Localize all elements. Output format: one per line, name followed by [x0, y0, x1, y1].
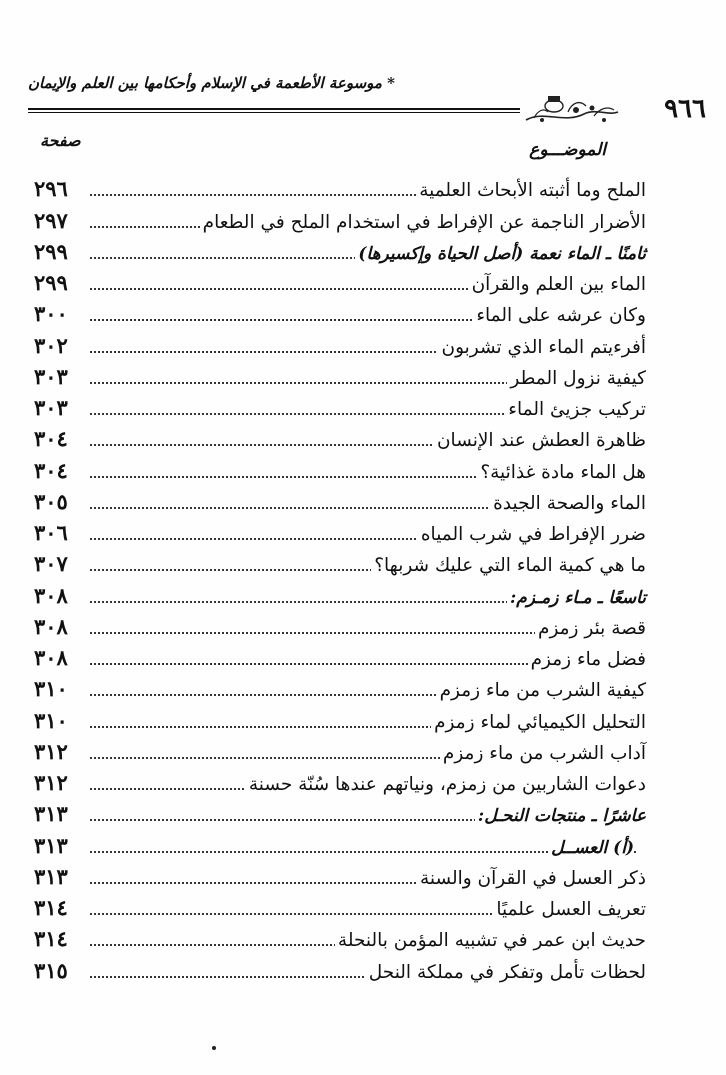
toc-page: ٣٠٣: [34, 363, 68, 389]
toc-entry: [30, 735, 646, 766]
column-header-subject: الموضـــوع: [529, 140, 606, 160]
toc-title: أفرءيتم الماء الذي تشربون: [438, 337, 646, 358]
toc-page: ٣١٣: [34, 832, 68, 858]
toc-entry: [30, 547, 646, 578]
toc-entry: [30, 672, 646, 703]
toc-entry: [30, 172, 646, 203]
toc-entry: [30, 485, 646, 516]
toc-entry: [30, 391, 646, 422]
toc-entry: [30, 203, 646, 234]
table-of-contents: [30, 172, 646, 985]
toc-title: ظاهرة العطش عند الإنسان: [434, 430, 646, 451]
toc-entry: [30, 797, 646, 828]
toc-title: ذكر العسل في القرآن والسنة: [417, 868, 646, 889]
toc-entry: [30, 297, 646, 328]
toc-page: ٣١٣: [34, 801, 68, 827]
toc-entry: [30, 641, 646, 672]
toc-entry: [30, 360, 646, 391]
toc-section-heading: تاسعًا ـ مـاء زمـزم:: [507, 588, 646, 608]
toc-title: الملح وما أثبته الأبحاث العلمية: [416, 180, 646, 201]
toc-page: ٣١٠: [34, 707, 68, 733]
running-title: * موسوعة الأطعمة في الإسلام وأحكامها بين العلم والإيمان: [28, 74, 396, 92]
toc-title: آداب الشرب من ماء زمزم: [440, 743, 646, 764]
footer-mark: [212, 1046, 216, 1050]
toc-page: ٣٠٤: [34, 426, 68, 452]
toc-title: كيفية نزول المطر: [507, 368, 646, 389]
toc-entry: [30, 610, 646, 641]
toc-title: الماء والصحة الجيدة: [490, 493, 646, 514]
toc-page: ٣١٤: [34, 926, 68, 952]
toc-title: فضل ماء زمزم: [528, 649, 646, 670]
toc-title: تركيب جزيئ الماء: [505, 399, 646, 420]
toc-page: ٢٩٧: [34, 207, 68, 233]
toc-page: ٢٩٦: [34, 176, 68, 202]
toc-title: الماء بين العلم والقرآن: [469, 274, 646, 295]
toc-title: هل الماء مادة غذائية؟: [477, 462, 646, 483]
toc-title: دعوات الشاربين من زمزم، ونياتهم عندها سُنّة حسنة: [246, 774, 646, 795]
column-header-page: صفحة: [40, 131, 81, 150]
toc-entry: [30, 703, 646, 734]
toc-title: قصة بئر زمزم: [535, 618, 646, 639]
toc-page: ٣١٠: [34, 676, 68, 702]
toc-page: ٢٩٩: [34, 238, 68, 264]
toc-title: ما هي كمية الماء التي عليك شربها؟: [371, 555, 646, 576]
toc-entry: [30, 891, 646, 922]
page-header: [28, 72, 706, 132]
header-rule-thin: [28, 112, 520, 113]
toc-entry: [30, 266, 646, 297]
toc-page: ٣١٢: [34, 738, 68, 764]
toc-page: ٣٠٥: [34, 488, 68, 514]
toc-page: ٣١٥: [34, 957, 68, 983]
toc-entry: [30, 453, 646, 484]
toc-page: ٣١٤: [34, 895, 68, 920]
toc-page: ٣١٢: [34, 770, 68, 795]
toc-title: الأضرار الناجمة عن الإفراط في استخدام الملح في الطعام: [200, 212, 646, 233]
toc-entry: [30, 328, 646, 359]
toc-page: ٣٠٨: [34, 582, 68, 608]
toc-page: ٣٠٧: [34, 551, 68, 577]
toc-title: حديث ابن عمر في تشبيه المؤمن بالنحلة: [335, 930, 646, 951]
toc-page: ٣٠٤: [34, 457, 68, 483]
toc-page: ٢٩٩: [34, 270, 68, 295]
toc-entry: [30, 953, 646, 984]
toc-section-heading: ثامنًا ـ الماء نعمة (أصل الحياة وإكسيرها): [355, 244, 646, 264]
toc-title: تعريف العسل علميًا: [493, 899, 646, 920]
toc-entry: [30, 578, 646, 609]
toc-title: لحظات تأمل وتفكر في مملكة النحل: [366, 962, 646, 983]
toc-entry: [30, 828, 646, 859]
toc-entry: [30, 922, 646, 953]
toc-title: ضرر الإفراط في شرب المياه: [418, 524, 646, 545]
toc-title: كيفية الشرب من ماء زمزم: [437, 680, 646, 701]
page-number: ٩٦٦: [664, 94, 706, 124]
toc-entry: [30, 235, 646, 266]
toc-page: ٣٠٢: [34, 332, 68, 358]
toc-page: ٣١٣: [34, 863, 68, 889]
toc-entry: [30, 516, 646, 547]
toc-entry: [30, 422, 646, 453]
toc-page: ٣٠٣: [34, 395, 68, 420]
floral-ornament-icon: [524, 90, 620, 128]
toc-section-heading: عاشرًا ـ منتجات النحـل:: [475, 806, 646, 826]
toc-title: وكان عرشه على الماء: [473, 305, 646, 326]
header-rule: [28, 108, 520, 110]
toc-page: ٣٠٠: [34, 301, 68, 327]
toc-entry: [30, 766, 646, 797]
toc-entry: [30, 860, 646, 891]
toc-page: ٣٠٨: [34, 613, 68, 639]
toc-subheading: (أ) العســل: [548, 838, 634, 858]
toc-page: ٣٠٦: [34, 520, 68, 545]
toc-page: ٣٠٨: [34, 645, 68, 670]
toc-title: التحليل الكيميائي لماء زمزم: [431, 712, 646, 733]
